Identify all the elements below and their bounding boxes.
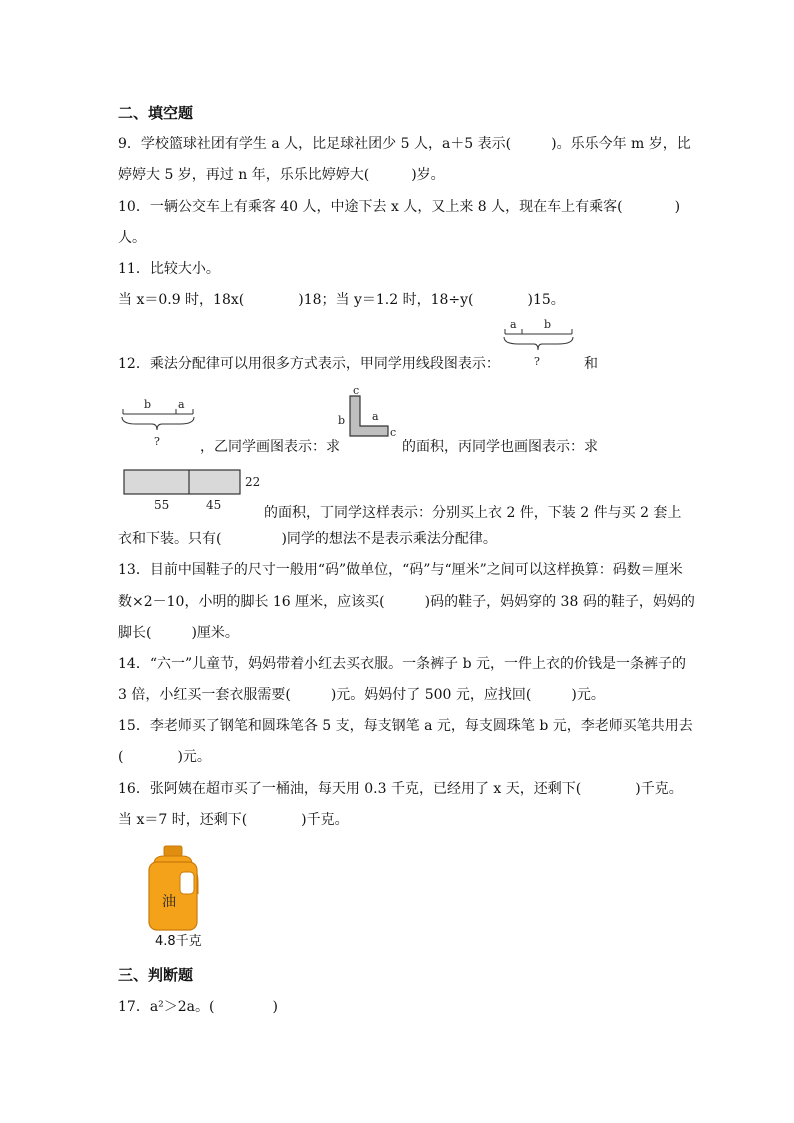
question-12-line-4 [118, 529, 497, 549]
q13-text-c: 脚长( [118, 625, 152, 641]
q14-text-b: )元。妈妈付了 500 元，应找回( [330, 687, 532, 703]
question-12-line-2a: ，乙同学画图表示：求 [200, 439, 340, 455]
q9-text-a: 9．学校篮球社团有学生 a 人，比足球社团少 5 人，a＋5 表示( [118, 136, 512, 152]
section-heading-fill-blank: 二、填空题 [118, 104, 194, 122]
q11-text-a: 当 x＝0.9 时，18x( [118, 292, 245, 308]
q14-text-c: )元。 [571, 687, 605, 703]
question-12-line-3: 的面积，丁同学这样表示：分别买上衣 2 件，下装 2 件与买 2 套上 [264, 505, 682, 521]
seg1-label-a: a [510, 318, 517, 331]
question-11-line-2 [118, 290, 565, 310]
q11-text-c: )15。 [527, 292, 565, 308]
q12-text-b: )同学的想法不是表示乘法分配律。 [281, 531, 497, 547]
seg2-label-question: ? [154, 435, 160, 448]
question-9-line-2 [118, 165, 445, 185]
q15-text-b: )元。 [177, 749, 211, 765]
question-16-line-2 [118, 810, 349, 830]
seg2-label-b: b [144, 398, 152, 411]
q9-text-b: )。乐乐今年 m 岁，比 [551, 136, 691, 152]
q10-text-a: 10．一辆公交车上有乘客 40 人，中途下去 x 人，又上来 8 人，现在车上有乘客( [118, 199, 623, 215]
question-13-line-1: 13．目前中国鞋子的尺寸一般用“码”做单位，“码”与“厘米”之间可以这样换算：码数＝厘米 [118, 562, 683, 578]
question-12-line-1: 12．乘法分配律可以用很多方式表示，甲同学用线段图表示： [118, 356, 500, 372]
q16-text-a: 16．张阿姨在超市买了一桶油，每天用 0.3 千克，已经用了 x 天，还剩下( [118, 781, 582, 797]
rect-label-55: 55 [154, 498, 170, 512]
question-12-line-2b: 的面积，丙同学也画图表示：求 [402, 439, 598, 455]
question-17 [118, 997, 278, 1017]
lshape-label-c-top: c [353, 384, 360, 397]
seg1-label-question: ? [534, 355, 540, 368]
question-11-line-1: 11．比较大小。 [118, 261, 220, 277]
question-15-line-2 [118, 747, 211, 767]
q17-text: 17．a²＞2a。( [118, 999, 215, 1015]
bottle-label: 油 [162, 894, 176, 910]
question-10-line-2: 人。 [118, 230, 146, 246]
q16-text-b: )千克。 [635, 781, 683, 797]
q15-text-a: ( [118, 749, 124, 765]
q10-text-b: ) [674, 199, 681, 215]
q9-text-d: )岁。 [411, 167, 445, 183]
oil-bottle-icon [140, 842, 210, 936]
question-9-line-1 [118, 134, 691, 154]
question-13-line-3 [118, 623, 239, 643]
q14-text-a: 3 倍，小红买一套衣服需要( [118, 687, 291, 703]
q13-text-b: )码的鞋子，妈妈穿的 38 码的鞋子，妈妈的 [424, 594, 695, 610]
section-heading-true-false: 三、判断题 [118, 966, 194, 984]
lshape-label-c-right: c [390, 426, 397, 439]
rect-label-45: 45 [206, 498, 222, 512]
segment-diagram-b-a [118, 398, 200, 452]
q11-text-b: )18；当 y＝1.2 时，18÷y( [298, 292, 474, 308]
q13-text-a: 数×2－10，小明的脚长 16 厘米，应该买( [118, 594, 385, 610]
seg2-label-a: a [178, 398, 185, 411]
q9-text-c: 婷婷大 5 岁，再过 n 年，乐乐比婷婷大( [118, 167, 370, 183]
q16-text-c: 当 x＝7 时，还剩下( [118, 812, 248, 828]
l-shape-diagram [336, 384, 402, 448]
question-13-line-2 [118, 592, 695, 612]
question-16-line-1 [118, 779, 683, 799]
lshape-label-a: a [372, 410, 379, 423]
bottle-weight: 4.8千克 [155, 934, 202, 949]
q13-text-d: )厘米。 [191, 625, 239, 641]
seg1-label-b: b [544, 318, 552, 331]
lshape-label-b: b [338, 414, 346, 427]
q12-text-a: 衣和下装。只有( [118, 531, 222, 547]
rect-label-22: 22 [245, 475, 261, 489]
q16-text-d: )千克。 [301, 812, 349, 828]
q17-close: ) [272, 999, 278, 1015]
rectangle-diagram [118, 464, 268, 512]
segment-diagram-a-b [500, 316, 580, 372]
question-10-line-1 [118, 197, 680, 217]
question-14-line-2 [118, 685, 605, 705]
q12-and: 和 [584, 356, 598, 372]
question-14-line-1: 14．“六一”儿童节，妈妈带着小红去买衣服。一条裤子 b 元，一件上衣的价钱是一条裤子的 [118, 656, 686, 672]
question-15-line-1: 15．李老师买了钢笔和圆珠笔各 5 支，每支钢笔 a 元，每支圆珠笔 b 元，李老师买笔共用去 [118, 718, 693, 734]
